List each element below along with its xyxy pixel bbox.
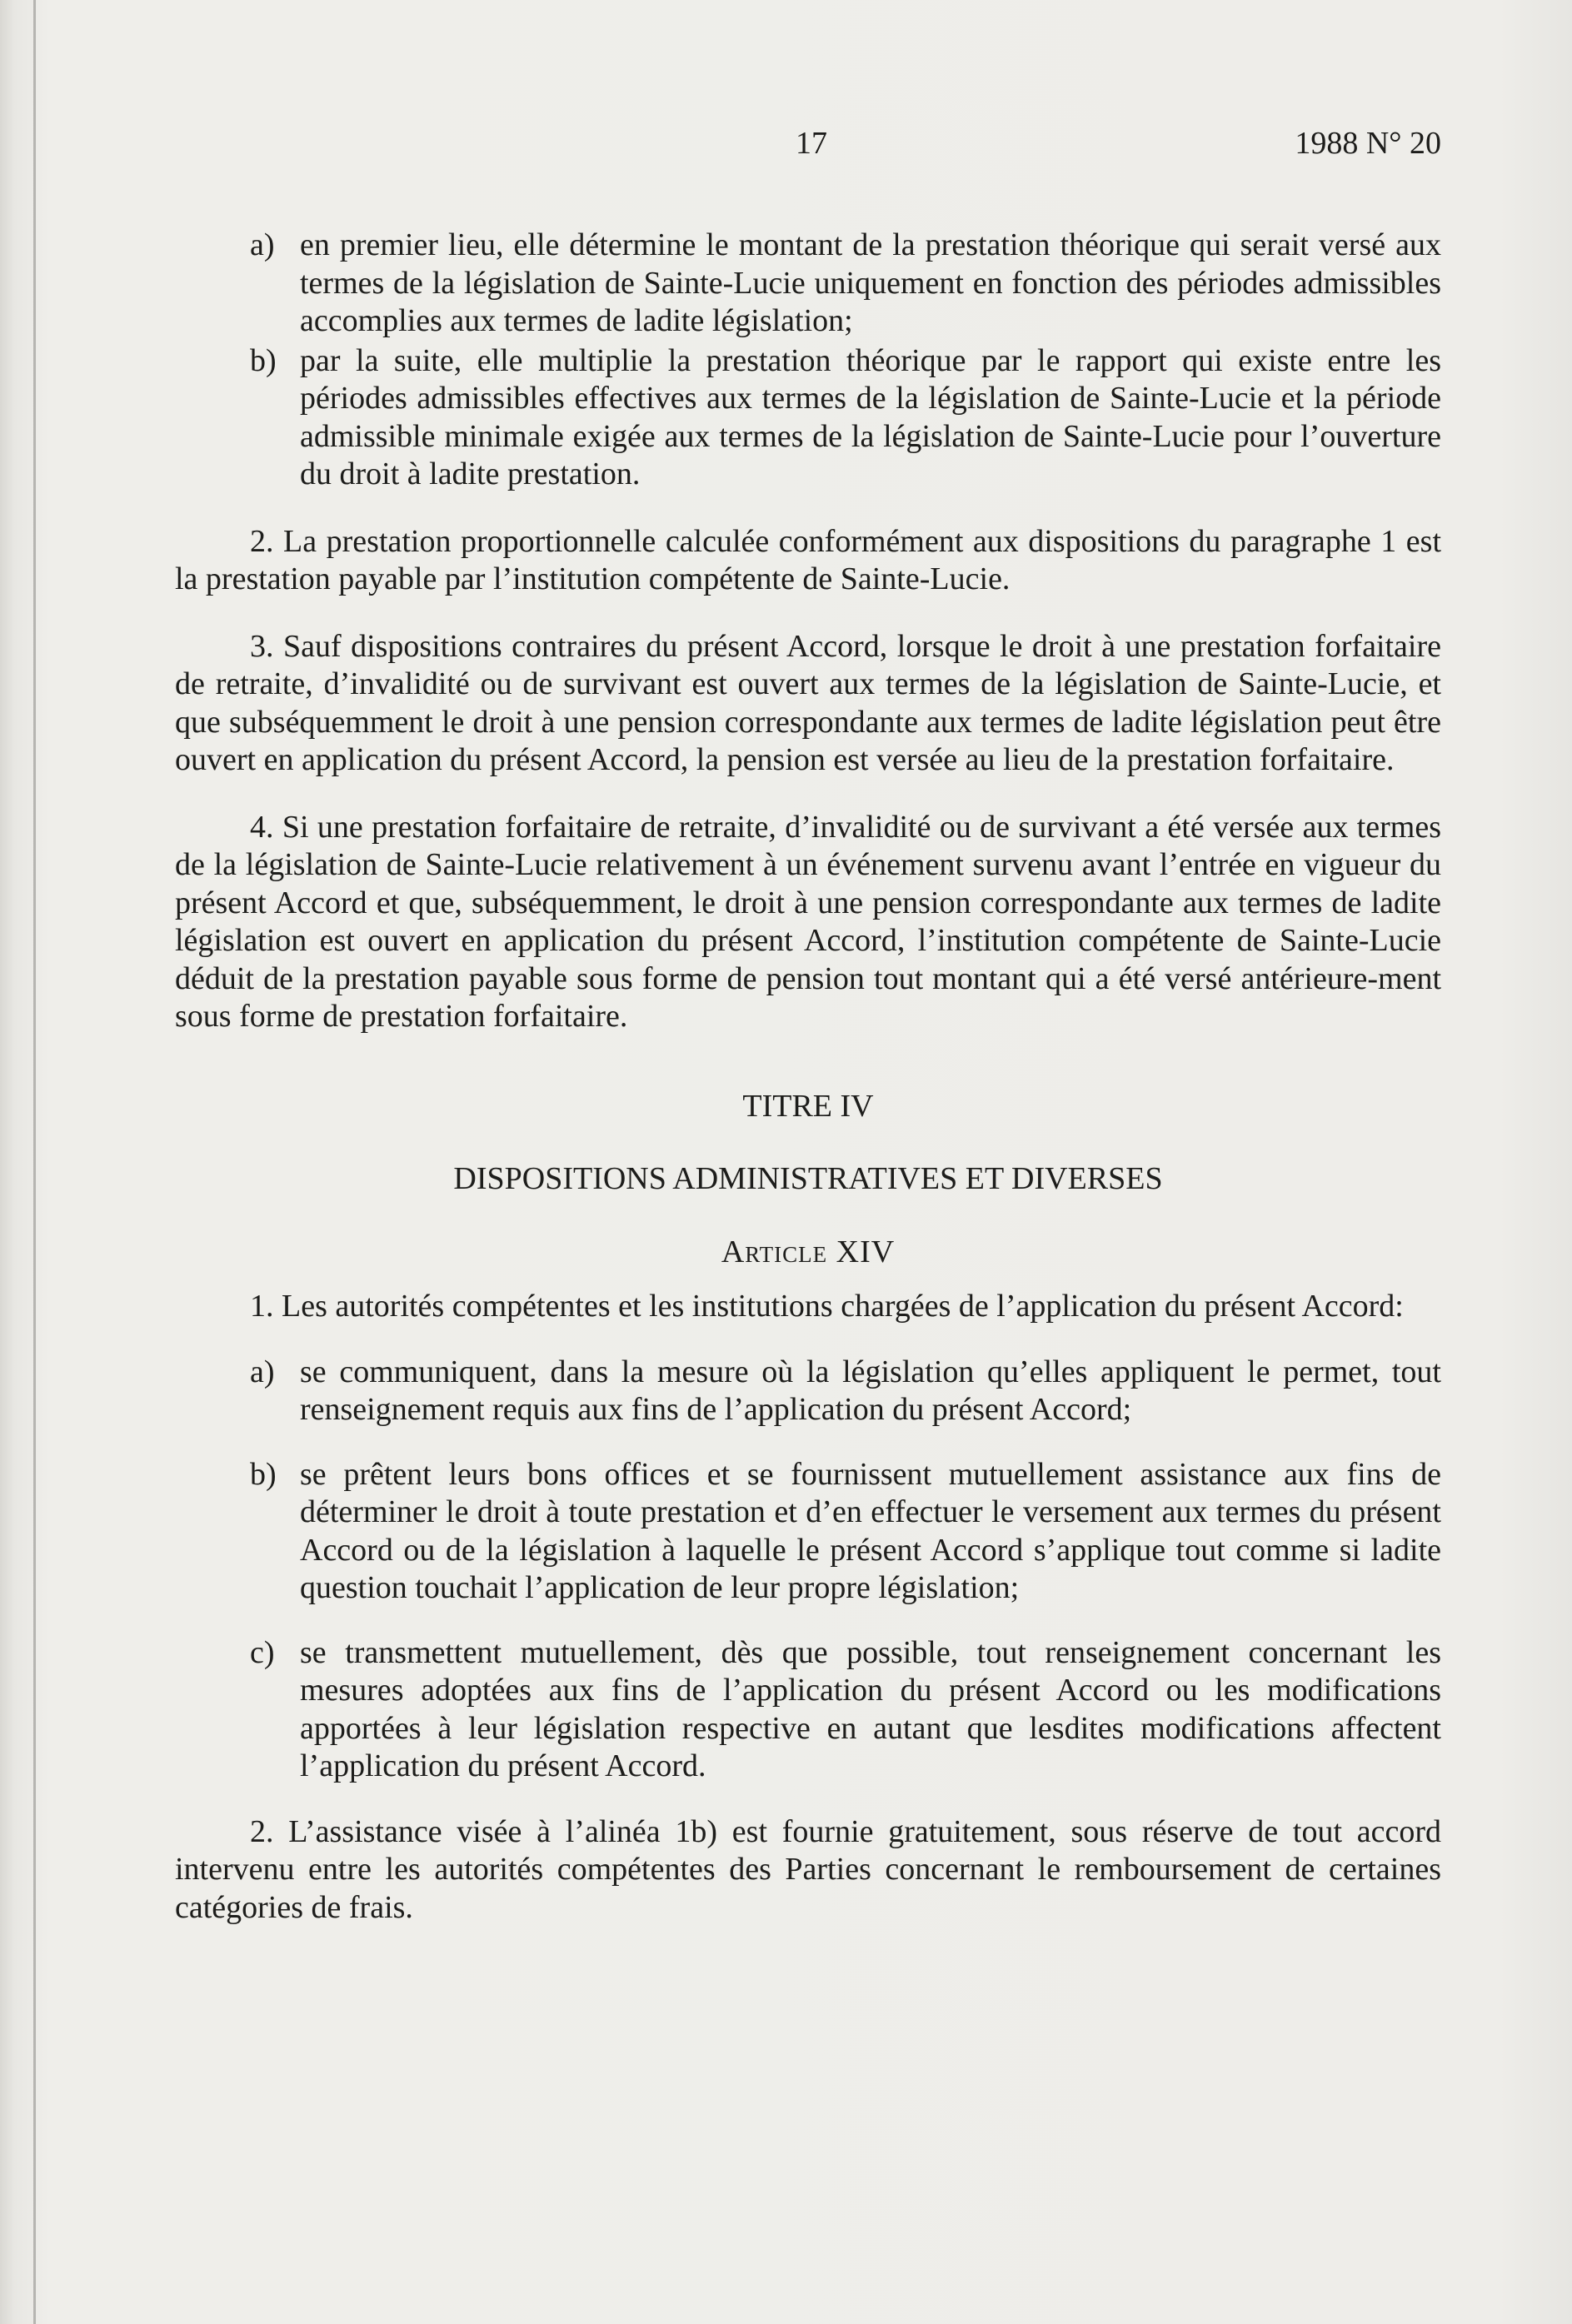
list-item [175,1634,1441,1786]
article-heading: Article XIV [721,1234,896,1269]
page-header [175,125,1441,163]
item-text: par la suite, elle multiplie la prestation théorique par le rapport qui existe entre les périodes admissibles effectives aux termes de la législation de Sainte-Lucie et la période admissible minimale exigée aux termes de la législation de Sainte-Lucie pour l’ouverture du droit à ladite prestation. [300,342,1441,491]
list-item [175,1354,1441,1429]
item-text: se prêtent leurs bons offices et se fournissent mutuellement assistance aux fins de déterminer le droit à toute prestation et d’en effectuer le versement aux termes du présent Accord ou de la législation à laquelle le présent Accord s’applique tout comme si ladite question touchait l’application de leur propre législation; [300,1456,1441,1605]
page-number: 17 [796,126,827,161]
list-item [175,342,1441,494]
item-label: b) [250,1456,277,1492]
item-text: se transmettent mutuellement, dès que possible, tout renseignement concernant les mesures adoptées aux fins de l’application du présent Accord ou les modifications apportées à leur législation respective en autant que lesdites modifications affectent l’application du présent Accord. [300,1634,1441,1783]
section-subtitle: DISPOSITIONS ADMINISTRATIVES ET DIVERSES [453,1161,1163,1196]
item-text: se communiquent, dans la mesure où la législation qu’elles appliquent le permet, tout renseignement requis aux fins de l’application du présent Accord; [300,1354,1441,1427]
item-label: b) [250,342,277,378]
document-body [175,227,1441,1927]
list-item [175,227,1441,341]
document-reference: 1988 N° 20 [1295,126,1441,161]
item-text: en premier lieu, elle détermine le montant de la prestation théorique qui serait versé aux termes de la législation de Sainte-Lucie uniquement en fonction des périodes admissibles accomplies aux termes de ladite législation; [300,227,1441,338]
paragraph-2: 2. La prestation proportionnelle calculée conformément aux dispositions du paragraphe 1 est la prestation payable par l’institution compétente de Sainte-Lucie. [175,523,1441,596]
binding-edge [33,0,36,2324]
item-label: c) [250,1634,275,1670]
article-paragraph-2: 2. L’assistance visée à l’alinéa 1b) est fournie gratuitement, sous réserve de tout accord intervenu entre les autorités compétentes des Parties concernant le remboursement de certaines catégories de frais. [175,1813,1441,1925]
item-label: a) [250,1354,275,1389]
section-title: TITRE IV [742,1088,874,1124]
article-paragraph-1: 1. Les autorités compétentes et les institutions chargées de l’application du présent Accord: [250,1289,1404,1324]
item-label: a) [250,227,275,262]
paragraph-4: 4. Si une prestation forfaitaire de retraite, d’invalidité ou de survivant a été versée aux termes de la législation de Sainte-Lucie relativement à un événement survenu avant l’entrée en vigueur du présent Accord et que, subséquemment, le droit à une pension correspondante aux termes de ladite législation est ouvert en application du présent Accord, l’institution compétente de Sainte-Lucie déduit de la prestation payable sous forme de pension tout montant qui a été versé antérieure-ment sous forme de prestation forfaitaire. [175,809,1441,1034]
paragraph-3: 3. Sauf dispositions contraires du présent Accord, lorsque le droit à une prestation forfaitaire de retraite, d’invalidité ou de survivant est ouvert aux termes de la législation de Sainte-Lucie, et que subséquemment le droit à une pension correspondante aux termes de ladite législation peut être ouvert en application du présent Accord, la pension est versée au lieu de la prestation forfaitaire. [175,628,1441,777]
list-item [175,1456,1441,1608]
